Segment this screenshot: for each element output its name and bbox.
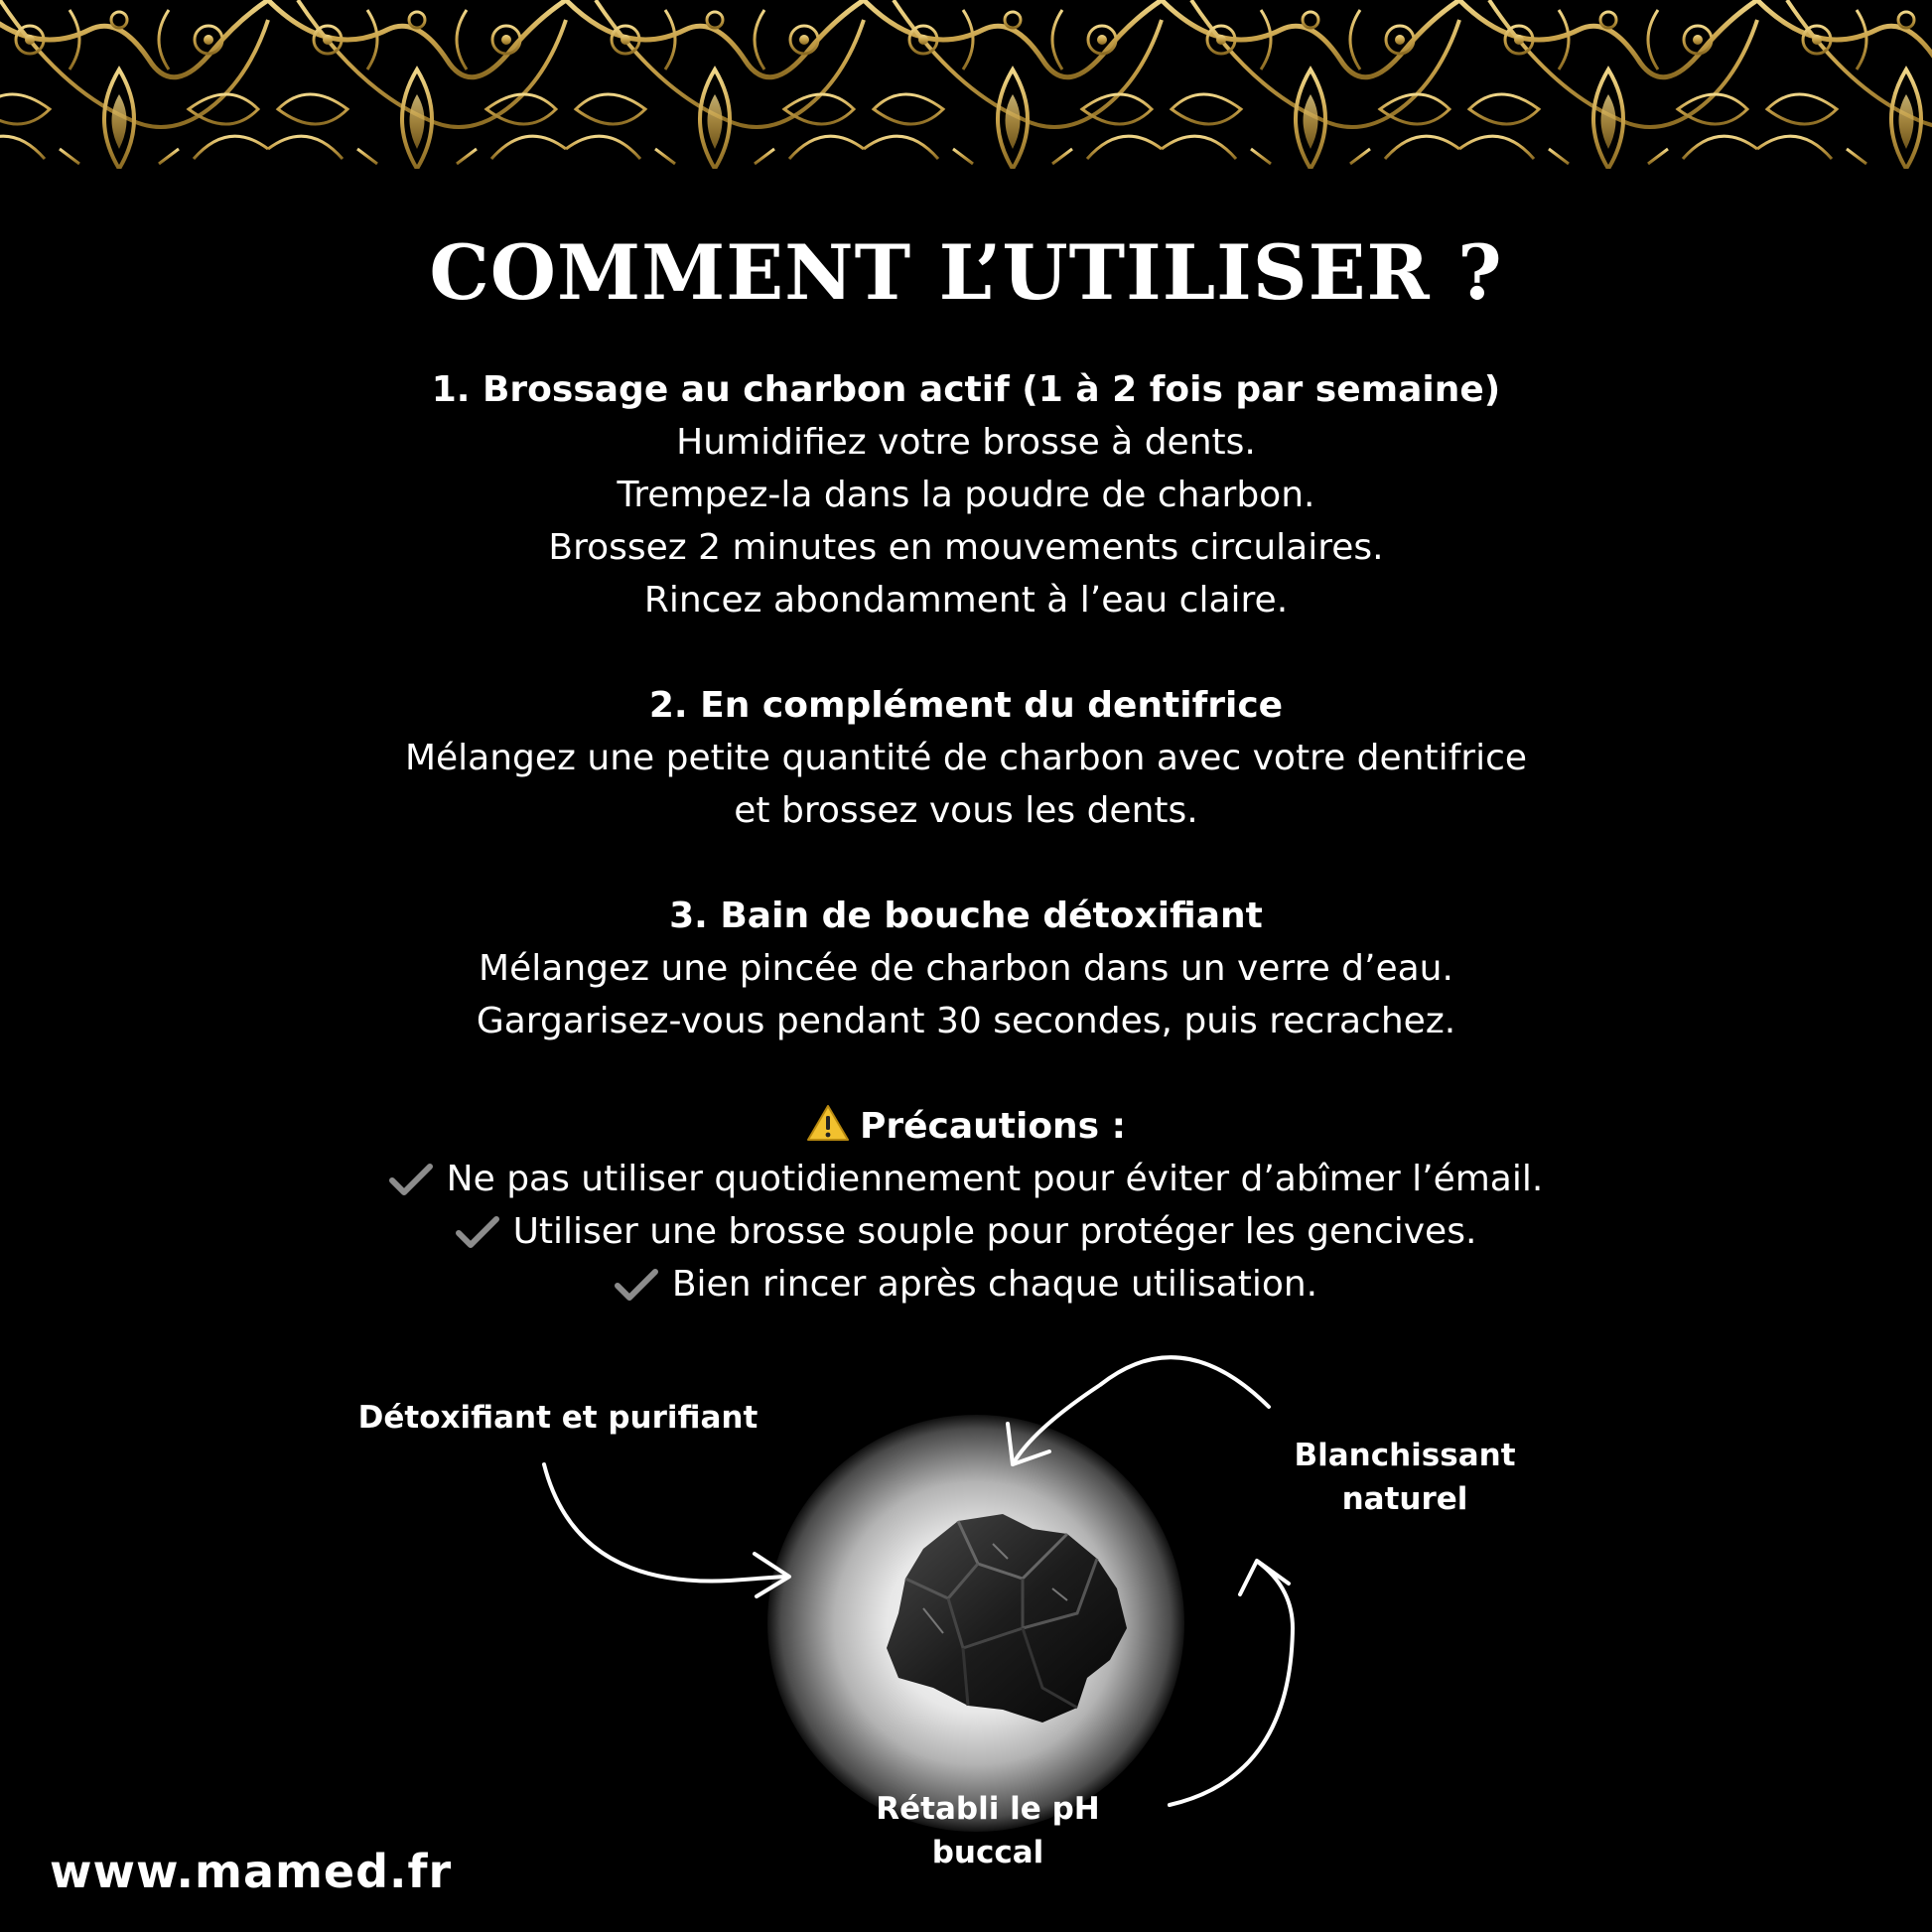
page-title: COMMENT L’UTILISER ? xyxy=(429,228,1503,317)
precautions-heading: Précautions : xyxy=(859,1106,1127,1147)
benefit-whitening-label xyxy=(1246,1434,1564,1521)
section-3-heading: 3. Bain de bouche détoxifiant xyxy=(669,896,1263,936)
precaution-item-1-text: Ne pas utiliser quotidiennement pour éviter d’abîmer l’émail. xyxy=(446,1159,1544,1199)
section-1-line-3: Brossez 2 minutes en mouvements circulaires. xyxy=(548,527,1384,568)
curved-arrow-icon xyxy=(1013,1357,1269,1464)
curved-arrow-icon xyxy=(544,1464,784,1581)
section-3-line-2: Gargarisez-vous pendant 30 secondes, puis recrachez. xyxy=(476,1001,1456,1041)
section-2-heading: 2. En complément du dentifrice xyxy=(648,685,1284,726)
section-1-line-1: Humidifiez votre brosse à dents. xyxy=(676,422,1256,463)
precaution-item-2-text: Utiliser une brosse souple pour protéger les gencives. xyxy=(512,1211,1477,1252)
benefit-whitening-line-2: naturel xyxy=(1341,1481,1468,1517)
section-1-line-4: Rincez abondamment à l’eau claire. xyxy=(643,580,1289,621)
website-link[interactable]: www.mamed.fr xyxy=(50,1845,453,1898)
benefit-ph-line-1: Rétabli le pH xyxy=(876,1791,1100,1827)
section-1-heading: 1. Brossage au charbon actif (1 à 2 fois par semaine) xyxy=(431,369,1501,410)
curved-arrow-icon xyxy=(1170,1563,1293,1805)
section-2-line-2: et brossez vous les dents. xyxy=(734,790,1198,831)
section-3-line-1: Mélangez une pincée de charbon dans un verre d’eau. xyxy=(479,948,1453,989)
curved-arrow-icon xyxy=(755,1554,789,1596)
benefit-ph-label xyxy=(839,1787,1137,1874)
section-1-line-2: Trempez-la dans la poudre de charbon. xyxy=(617,475,1315,515)
benefit-detox-label: Détoxifiant et purifiant xyxy=(357,1400,759,1436)
section-2-line-1: Mélangez une petite quantité de charbon avec votre dentifrice xyxy=(404,738,1528,778)
benefit-ph-line-2: buccal xyxy=(931,1835,1044,1870)
benefit-whitening-line-1: Blanchissant xyxy=(1294,1438,1516,1473)
precaution-item-3-text: Bien rincer après chaque utilisation. xyxy=(671,1264,1318,1305)
